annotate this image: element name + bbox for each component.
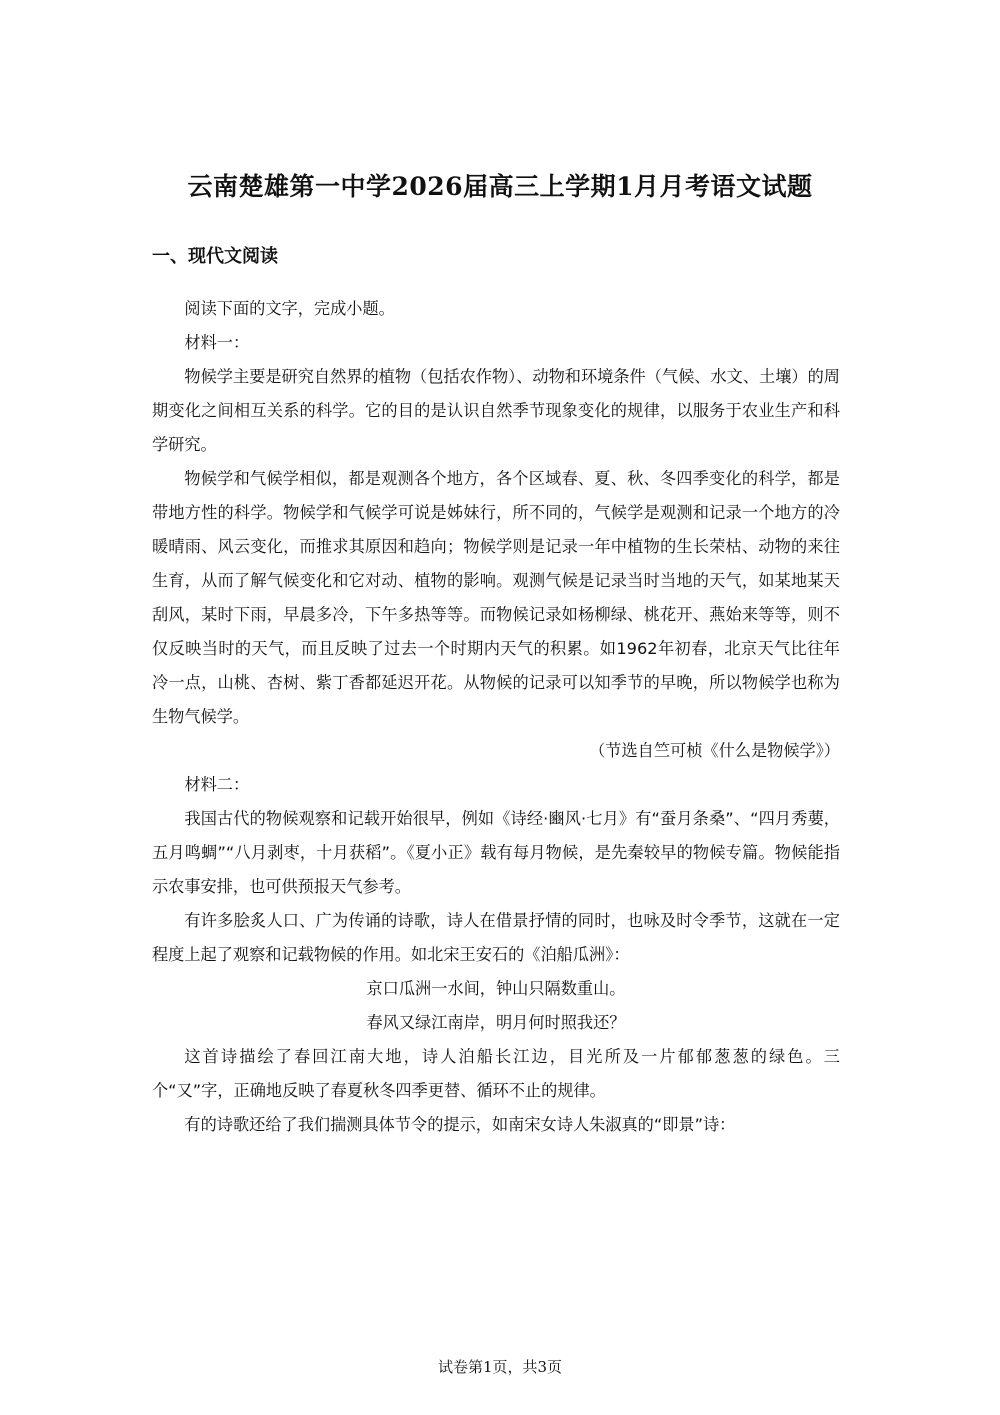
page-footer: 试卷第1页，共3页 xyxy=(437,1358,563,1376)
paragraph: 我国古代的物候观察和记载开始很早，例如《诗经·豳风·七月》有“蚕月条桑”、“四月秀葽，五月鸣蜩”“八月剥枣，十月获稻”。《夏小正》载有每月物候，是先秦较早的物候专篇。物候能指示农事安排，也可供预报天气参考。 xyxy=(152,809,840,896)
reading-passage xyxy=(152,292,840,1142)
paragraph: 有许多脍炙人口、广为传诵的诗歌，诗人在借景抒情的同时，也咏及时令季节，这就在一定程度上起了观察和记载物候的作用。如北宋王安石的《泊船瓜洲》： xyxy=(152,911,840,964)
paragraph: 这首诗描绘了春回江南大地，诗人泊船长江边，目光所及一片郁郁葱葱的绿色。三个“又”字，正确地反映了春夏秋冬四季更替、循环不止的规律。 xyxy=(152,1047,840,1100)
section-heading: 一、现代文阅读 xyxy=(152,246,278,267)
paragraph: 有的诗歌还给了我们揣测具体节令的提示，如南宋女诗人朱淑真的“即景”诗： xyxy=(184,1115,736,1134)
paragraph: 物候学和气候学相似，都是观测各个地方，各个区域春、夏、秋、冬四季变化的科学，都是带地方性的科学。物候学和气候学可说是姊妹行，所不同的，气候学是观测和记录一个地方的冷暖晴雨、风云变化，而推求其原因和趋向；物候学则是记录一年中植物的生长荣枯、动物的来往生育，从而了解气候变化和它对动、植物的影响。观测气候是记录当时当地的天气，如某地某天刮风，某时下雨，早晨多冷，下午多热等等。而物候记录如杨柳绿、桃花开、燕始来等等，则不仅反映当时的天气，而且反映了过去一个时期内天气的积累。如1962年初春，北京天气比往年冷一点，山桃、杏树、紫丁香都延迟开花。从物候的记录可以知季节的早晚，所以物候学也称为生物气候学。 xyxy=(152,469,840,726)
poem-line: 京口瓜洲一水间，钟山只隔数重山。 xyxy=(366,979,626,998)
instruction-text: 阅读下面的文字，完成小题。 xyxy=(184,299,395,318)
source-citation: （节选自竺可桢《什么是物候学》） xyxy=(589,741,840,760)
material-one-label: 材料一： xyxy=(184,333,250,352)
exam-title: 云南楚雄第一中学2026届高三上学期1月月考语文试题 xyxy=(187,172,813,201)
material-two-label: 材料二： xyxy=(184,775,250,794)
paragraph: 物候学主要是研究自然界的植物（包括农作物）、动物和环境条件（气候、水文、土壤）的周期变化之间相互关系的科学。它的目的是认识自然季节现象变化的规律，以服务于农业生产和科学研究。 xyxy=(152,367,840,454)
poem-line: 春风又绿江南岸，明月何时照我还？ xyxy=(366,1013,626,1032)
